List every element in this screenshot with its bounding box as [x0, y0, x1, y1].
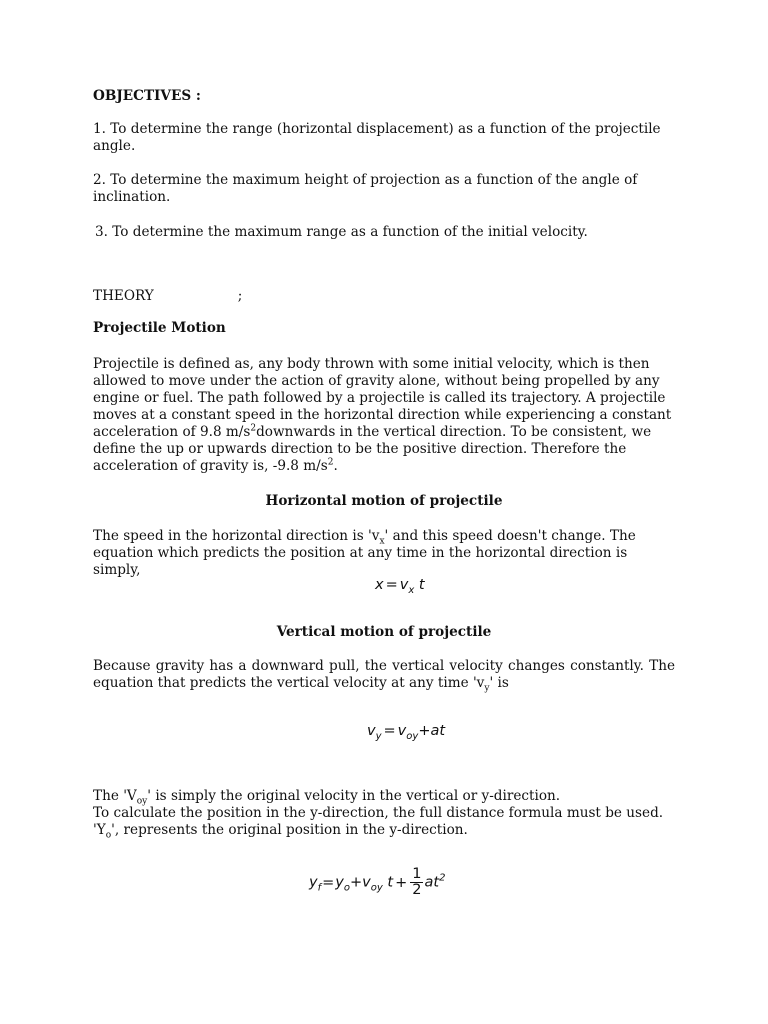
vertical-note-voy: The '$V_{oy}$' is simply the original velocity in the vertical or y-direction. [93, 788, 561, 807]
objective-item-3: 3. To determine the maximum range as a function of the initial velocity. [95, 224, 588, 240]
vertical-velocity-equation: $v_y = v_{oy}+at$ [367, 723, 446, 742]
vertical-position-equation: $y_f=y_o+v_{oy}$ t + $\frac{1}{2}$ $at^2$ [309, 866, 446, 898]
vertical-motion-text: Because gravity has a downward pull, the vertical velocity changes constantly. The equation that predicts the vertical velocity at any time '$v_y$' is [93, 658, 675, 694]
horizontal-position-equation: $x = v_x$ t [375, 577, 425, 596]
theory-heading-text: THEORY [93, 288, 154, 304]
horizontal-motion-heading: Horizontal motion of projectile [265, 493, 503, 509]
horizontal-motion-text: The speed in the horizontal direction is '$v_x$' and this speed doesn't change. The equation which predicts the position at any time in the horizontal direction is simply, [93, 528, 636, 578]
theory-heading-semicolon: ; [237, 288, 243, 304]
projectile-intro-paragraph: Projectile is defined as, any body thrown with some initial velocity, which is then allowed to move under the action of gravity alone, without being propelled by any engine or fuel. The path followed by a projectile is called its trajectory. A projectile moves at a constant speed in the horizontal direction while experiencing a constant acceleration of 9.8 $m/s^2downwards$ in the vertical direction. To be consistent, we define the up or upwards direction to be the positive direction. Therefore the acceleration of gravity is, -9.8 $m/s^2$. [93, 356, 672, 474]
objective-item-1: 1. To determine the range (horizontal displacement) as a function of the projectile angle. [93, 121, 661, 154]
projectile-motion-heading: Projectile Motion [93, 320, 226, 336]
theory-heading [93, 288, 675, 305]
vertical-note-position: To calculate the position in the y-direction, the full distance formula must be used. '$Y_o$', represents the original position in the y-direction. [93, 805, 664, 841]
objective-item-2: 2. To determine the maximum height of projection as a function of the angle of inclination. [93, 172, 638, 205]
vertical-motion-heading: Vertical motion of projectile [276, 624, 492, 640]
one-half-fraction: $\frac{1}{2}$ [412, 866, 422, 898]
objectives-heading: OBJECTIVES : [93, 88, 201, 104]
